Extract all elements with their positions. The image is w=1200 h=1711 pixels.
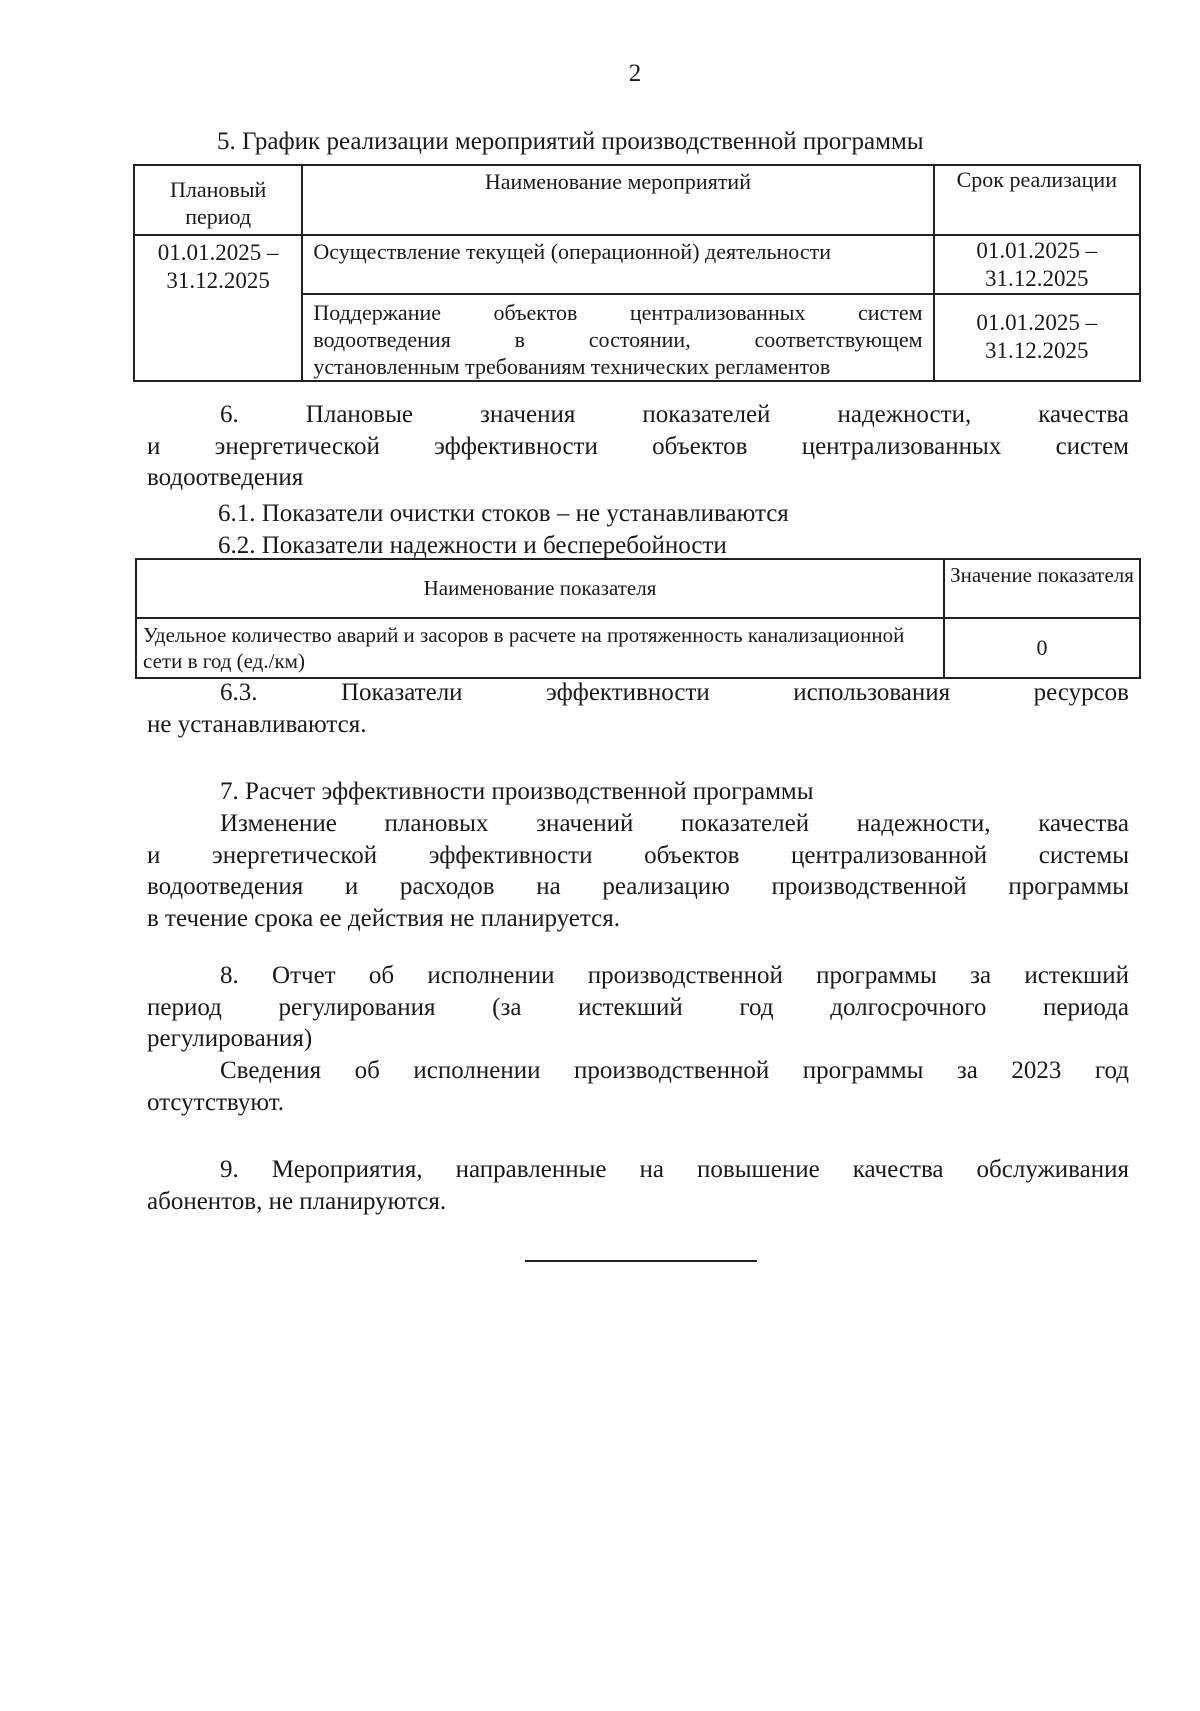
header-implementation-term: Срок реализации xyxy=(934,165,1140,235)
event-name-line: установленным требованиям технических регламентов xyxy=(313,354,831,379)
event-name-line: Поддержание объектов централизованных систем xyxy=(313,300,923,325)
section7-body xyxy=(147,808,1129,934)
item-6-3 xyxy=(147,677,1129,740)
closing-separator-line xyxy=(525,1260,757,1262)
item-6-3-line: не устанавливаются. xyxy=(147,710,367,738)
section8-line xyxy=(147,960,1129,992)
section8-line-text: 8. Отчет об исполнении производственной программы за истекший xyxy=(220,962,1129,989)
section8-info-line-text: Сведения об исполнении производственной программы за 2023 год xyxy=(220,1057,1129,1084)
item-6-3-line-text: 6.3. Показатели эффективности использования ресурсов xyxy=(220,679,1129,706)
section7-title: 7. Расчет эффективности производственной программы xyxy=(220,778,814,805)
event-name xyxy=(302,294,933,381)
page-number: 2 xyxy=(628,60,642,87)
section9 xyxy=(147,1154,1129,1217)
planned-period-value: 01.01.2025 – 31.12.2025 xyxy=(134,235,302,381)
section8-line: регулирования) xyxy=(147,1025,313,1052)
section9-line-text: 9. Мероприятия, направленные на повышение качества обслуживания xyxy=(220,1156,1129,1183)
section6-line-text: 6. Плановые значения показателей надежности, качества xyxy=(220,401,1129,428)
section7-line: водоотведения и расходов на реализацию производственной программы xyxy=(147,873,1129,900)
header-indicator-value: Значение показателя xyxy=(944,559,1140,618)
section6-line: водоотведения xyxy=(147,464,304,491)
section6-heading xyxy=(147,399,1129,494)
section7-line-text: Изменение плановых значений показателей надежности, качества xyxy=(220,810,1129,837)
item-6-1: 6.1. Показатели очистки стоков – не устанавливаются xyxy=(218,500,789,527)
section9-line: абонентов, не планируются. xyxy=(147,1187,447,1215)
section7-line xyxy=(147,808,1129,840)
section5-title: 5. График реализации мероприятий производственной программы xyxy=(217,128,924,155)
indicator-name: Удельное количество аварий и засоров в расчете на протяженность канализационной сети в год (ед./км) xyxy=(136,618,944,678)
section8-info-line: отсутствуют. xyxy=(147,1088,285,1116)
section9-line xyxy=(147,1154,1129,1186)
item-6-3-line xyxy=(147,677,1129,709)
table-row xyxy=(136,618,1140,678)
header-event-name: Наименование мероприятий xyxy=(302,165,933,235)
event-name-line: водоотведения в состоянии, соответствующем xyxy=(313,327,923,352)
section7-line: в течение срока ее действия не планируется. xyxy=(147,904,620,932)
header-planned-period: Плановый период xyxy=(134,165,302,235)
section8-heading xyxy=(147,960,1129,1055)
event-term: 01.01.2025 – 31.12.2025 xyxy=(934,235,1140,294)
event-name: Осуществление текущей (операционной) деятельности xyxy=(302,235,933,294)
header-indicator-name: Наименование показателя xyxy=(136,559,944,618)
section8-line: период регулирования (за истекший год долгосрочного периода xyxy=(147,993,1129,1021)
reliability-table xyxy=(135,558,1141,679)
section8-info xyxy=(147,1055,1129,1118)
indicator-value: 0 xyxy=(944,618,1140,678)
event-term: 01.01.2025 – 31.12.2025 xyxy=(934,294,1140,381)
section7-line: и энергетической эффективности объектов централизованной системы xyxy=(147,841,1129,869)
schedule-table xyxy=(133,164,1141,382)
reliability-table-header xyxy=(136,559,1140,618)
table-row xyxy=(134,235,1140,294)
section6-line: и энергетической эффективности объектов централизованных систем xyxy=(147,432,1129,460)
section6-line xyxy=(147,399,1129,431)
section8-info-line xyxy=(147,1055,1129,1087)
item-6-2: 6.2. Показатели надежности и бесперебойности xyxy=(218,532,727,559)
schedule-table-header xyxy=(134,165,1140,235)
